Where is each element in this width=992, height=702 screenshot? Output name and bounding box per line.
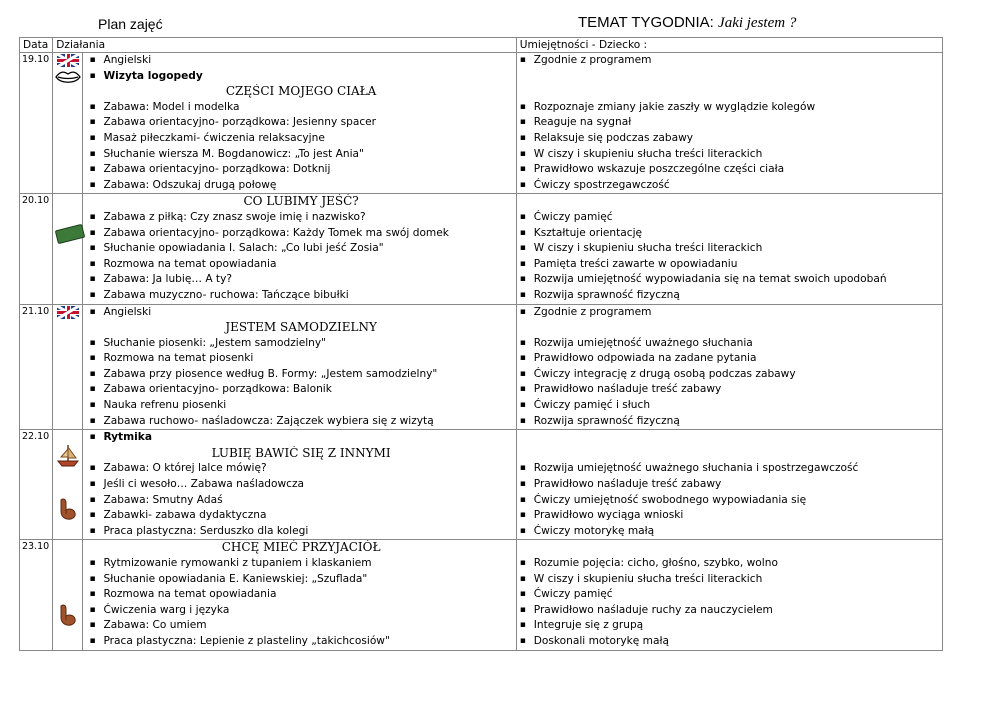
bullet-icon: ▪ <box>89 101 96 112</box>
item-text: Ćwiczy motorykę małą <box>533 524 655 537</box>
item-text: Rozwija umiejętność uważnego słuchania <box>533 336 753 349</box>
bullet-icon: ▪ <box>519 494 526 505</box>
item-text: Rozmowa na temat piosenki <box>103 352 254 365</box>
bullet-icon: ▪ <box>519 164 526 175</box>
list-item <box>520 53 939 69</box>
week-theme-prefix: TEMAT TYGODNIA: <box>578 14 719 31</box>
date-cell: 20.10 <box>20 194 53 304</box>
item-text: Doskonali motorykę małą <box>533 634 670 647</box>
list-item <box>89 414 512 430</box>
page-title: Plan zajęć <box>98 16 163 32</box>
item-text: Rytmika <box>103 431 152 444</box>
item-text: Zabawa: Ja lubię… A ty? <box>103 273 232 286</box>
actions-cell <box>83 304 516 430</box>
icon-cell <box>53 304 83 430</box>
list-item <box>89 178 512 194</box>
bullet-icon: ▪ <box>519 479 526 490</box>
list-item <box>89 398 512 414</box>
bullet-icon: ▪ <box>519 274 526 285</box>
list-item <box>520 84 939 100</box>
skills-cell <box>516 53 942 194</box>
lips-icon <box>55 69 81 85</box>
item-text: Ćwiczy integrację z drugą osobą podczas zabawy <box>533 367 796 380</box>
hand-icon <box>57 603 79 627</box>
list-item <box>89 100 512 116</box>
bullet-icon: ▪ <box>89 148 96 159</box>
table-header-row <box>20 38 943 53</box>
item-text: Angielski <box>103 54 152 66</box>
item-text: Prawidłowo wyciąga wnioski <box>533 509 684 522</box>
bullet-icon: ▪ <box>89 635 96 646</box>
date-cell: 21.10 <box>20 304 53 430</box>
bullet-icon: ▪ <box>519 179 526 190</box>
list-item <box>89 618 512 634</box>
bullet-icon: ▪ <box>89 384 96 395</box>
list-item <box>89 115 512 131</box>
date-cell: 22.10 <box>20 430 53 540</box>
item-text: W ciszy i skupieniu słucha treści literackich <box>533 242 763 255</box>
bullet-icon: ▪ <box>519 573 526 584</box>
bullet-icon: ▪ <box>89 227 96 238</box>
bullet-icon: ▪ <box>519 289 526 300</box>
item-text: Rozmowa na temat opowiadania <box>103 257 277 270</box>
item-text: Zabawa: Odszukaj drugą połowę <box>103 178 277 191</box>
list-item <box>520 162 939 178</box>
list-item <box>89 556 512 572</box>
list-item <box>520 430 939 446</box>
bullet-icon: ▪ <box>89 573 96 584</box>
bullet-icon: ▪ <box>519 227 526 238</box>
bullet-icon: ▪ <box>89 400 96 411</box>
bullet-icon: ▪ <box>89 463 96 474</box>
bullet-icon: ▪ <box>519 337 526 348</box>
bullet-icon: ▪ <box>89 55 96 65</box>
item-text: Ćwiczy pamięć <box>533 588 613 601</box>
item-text: Ćwiczy spostrzegawczość <box>533 178 670 191</box>
item-text: Ćwiczy pamięć <box>533 210 613 223</box>
hand-icon <box>57 497 79 521</box>
item-text: Rozwija umiejętność uważnego słuchania i spostrzegawczość <box>533 462 859 475</box>
skills-cell <box>516 304 942 430</box>
list-item <box>520 446 939 462</box>
list-item <box>520 178 939 194</box>
item-text: Rozmowa na temat opowiadania <box>103 588 277 601</box>
item-text: Praca plastyczna: Lepienie z plasteliny „takichcosiów" <box>103 634 390 647</box>
bullet-icon: ▪ <box>89 70 96 81</box>
bullet-icon: ▪ <box>519 415 526 426</box>
item-text: Relaksuje się podczas zabawy <box>533 131 694 144</box>
bullet-icon: ▪ <box>519 211 526 222</box>
date-cell: 19.10 <box>20 53 53 194</box>
week-theme-value: Jaki jestem ? <box>718 15 797 31</box>
item-text: Słuchanie wiersza M. Bogdanowicz: „To jest Ania" <box>103 147 364 160</box>
item-text: Prawidłowo naśladuje ruchy za nauczycielem <box>533 603 773 616</box>
list-item <box>89 226 512 242</box>
section-title <box>89 84 512 100</box>
item-text: Rozwija sprawność fizyczną <box>533 414 680 427</box>
item-text: Rozwija umiejętność wypowiadania się na temat swoich upodobań <box>533 273 887 286</box>
day-row <box>20 194 943 304</box>
item-text: Rytmizowanie rymowanki z tupaniem i klaskaniem <box>103 557 372 569</box>
header-date: Data <box>20 38 53 53</box>
bullet-icon: ▪ <box>89 510 96 521</box>
list-item <box>89 572 512 588</box>
bullet-icon: ▪ <box>89 604 96 615</box>
item-text: Zabawa orientacyjno- porządkowa: Każdy Tomek ma swój domek <box>103 226 449 239</box>
list-item <box>89 351 512 367</box>
list-item <box>89 162 512 178</box>
list-item <box>520 382 939 398</box>
header-skills: Umiejętności - Dziecko : <box>516 38 942 53</box>
day-row <box>20 53 943 194</box>
day-row <box>20 430 943 540</box>
list-item <box>520 100 939 116</box>
bullet-icon: ▪ <box>519 604 526 615</box>
list-item <box>520 603 939 619</box>
list-item <box>89 147 512 163</box>
item-text: Prawidłowo naśladuje treść zabawy <box>533 383 722 396</box>
header-actions: Działania <box>53 38 517 53</box>
bullet-icon: ▪ <box>519 243 526 254</box>
uk-flag-icon <box>57 54 79 67</box>
item-text: Ćwiczenia warg i języka <box>103 603 230 616</box>
list-item <box>89 524 512 540</box>
bullet-icon: ▪ <box>89 164 96 175</box>
item-text: CO LUBIMY JEŚĆ? <box>243 194 359 209</box>
item-text: JESTEM SAMODZIELNY <box>225 320 377 335</box>
bullet-icon: ▪ <box>519 463 526 474</box>
item-text: Zabawa: Model i modelka <box>103 100 240 113</box>
bullet-icon: ▪ <box>519 55 526 65</box>
list-item <box>89 305 512 321</box>
item-text: CHCĘ MIEĆ PRZYJACIÓŁ <box>221 540 381 555</box>
item-text: Integruje się z grupą <box>533 619 644 632</box>
icon-cell <box>53 540 83 650</box>
item-text: Zabawa: O której lalce mówię? <box>103 462 267 475</box>
bullet-icon: ▪ <box>519 635 526 646</box>
item-text: Zabawa: Co umiem <box>103 619 207 632</box>
list-item <box>520 257 939 273</box>
section-title <box>89 320 512 336</box>
list-item <box>520 508 939 524</box>
list-item <box>89 210 512 226</box>
list-item <box>520 351 939 367</box>
list-item <box>520 540 939 556</box>
list-item <box>520 210 939 226</box>
list-item <box>89 69 512 85</box>
item-text: Ćwiczy pamięć i słuch <box>533 399 651 412</box>
bullet-icon: ▪ <box>89 243 96 254</box>
bullet-icon: ▪ <box>519 148 526 159</box>
bullet-icon: ▪ <box>89 132 96 143</box>
list-item <box>520 556 939 572</box>
list-item <box>89 241 512 257</box>
boat-icon <box>56 444 80 468</box>
book-icon <box>55 223 86 243</box>
bullet-icon: ▪ <box>89 117 96 128</box>
list-item <box>89 508 512 524</box>
item-text: Pamięta treści zawarte w opowiadaniu <box>533 257 738 270</box>
list-item <box>520 115 939 131</box>
list-item <box>520 241 939 257</box>
item-text: Wizyta logopedy <box>103 69 203 82</box>
list-item <box>520 336 939 352</box>
bullet-icon: ▪ <box>89 211 96 222</box>
list-item <box>520 493 939 509</box>
item-text: W ciszy i skupieniu słucha treści literackich <box>533 147 763 160</box>
item-text: LUBIĘ BAWIĆ SIĘ Z INNYMI <box>211 445 391 460</box>
list-item <box>89 634 512 650</box>
uk-flag-icon <box>57 306 79 319</box>
item-text: Reaguje na sygnał <box>533 116 632 129</box>
bullet-icon: ▪ <box>519 558 526 568</box>
bullet-icon: ▪ <box>89 368 96 379</box>
icon-cell <box>53 430 83 540</box>
list-item <box>520 618 939 634</box>
list-item <box>520 477 939 493</box>
bullet-icon: ▪ <box>519 306 526 317</box>
list-item <box>520 414 939 430</box>
item-text: Zabawa: Smutny Adaś <box>103 493 223 506</box>
item-text: Zabawa przy piosence według B. Formy: „Jestem samodzielny" <box>103 367 438 380</box>
item-text: Zabawa orientacyjno- porządkowa: Dotknij <box>103 163 331 176</box>
icon-cell <box>53 194 83 304</box>
item-text: W ciszy i skupieniu słucha treści literackich <box>533 572 763 585</box>
list-item <box>520 226 939 242</box>
item-text: Zgodnie z programem <box>533 305 652 318</box>
bullet-icon: ▪ <box>89 353 96 364</box>
list-item <box>520 320 939 336</box>
bullet-icon: ▪ <box>89 306 96 317</box>
actions-cell <box>83 540 516 650</box>
section-title <box>89 446 512 462</box>
list-item <box>89 603 512 619</box>
list-item <box>520 288 939 304</box>
list-item <box>520 524 939 540</box>
date-cell: 23.10 <box>20 540 53 650</box>
list-item <box>520 272 939 288</box>
plan-table <box>19 37 943 651</box>
list-item <box>89 288 512 304</box>
bullet-icon: ▪ <box>89 415 96 426</box>
item-text: Słuchanie opowiadania I. Salach: „Co lubi jeść Zosia" <box>103 242 384 255</box>
bullet-icon: ▪ <box>519 384 526 395</box>
item-text: Zabawki- zabawa dydaktyczna <box>103 509 267 522</box>
list-item <box>89 336 512 352</box>
day-row <box>20 304 943 430</box>
list-item <box>520 131 939 147</box>
item-text: Zabawa orientacyjno- porządkowa: Balonik <box>103 383 332 396</box>
item-text: Zabawa orientacyjno- porządkowa: Jesienny spacer <box>103 116 377 129</box>
item-text: Zgodnie z programem <box>533 54 652 66</box>
list-item <box>89 493 512 509</box>
list-item <box>520 587 939 603</box>
item-text: Masaż piłeczkami- ćwiczenia relaksacyjne <box>103 131 325 144</box>
item-text: Rozumie pojęcia: cicho, głośno, szybko, wolno <box>533 557 778 569</box>
bullet-icon: ▪ <box>519 117 526 128</box>
list-item <box>89 477 512 493</box>
bullet-icon: ▪ <box>519 525 526 536</box>
item-text: Zabawa z piłką: Czy znasz swoje imię i nazwisko? <box>103 210 366 223</box>
bullet-icon: ▪ <box>519 101 526 112</box>
bullet-icon: ▪ <box>89 525 96 536</box>
list-item <box>89 53 512 69</box>
item-text: Prawidłowo wskazuje poszczególne części ciała <box>533 163 785 176</box>
list-item <box>520 461 939 477</box>
bullet-icon: ▪ <box>89 620 96 631</box>
bullet-icon: ▪ <box>89 274 96 285</box>
item-text: CZĘŚCI MOJEGO CIAŁA <box>225 84 377 99</box>
item-text: Słuchanie piosenki: „Jestem samodzielny" <box>103 336 327 349</box>
bullet-icon: ▪ <box>89 479 96 490</box>
item-text: Angielski <box>103 305 152 318</box>
bullet-icon: ▪ <box>89 337 96 348</box>
list-item <box>89 257 512 273</box>
list-item <box>89 131 512 147</box>
list-item <box>89 587 512 603</box>
bullet-icon: ▪ <box>89 258 96 269</box>
list-item <box>520 572 939 588</box>
list-item <box>520 69 939 85</box>
item-text: Jeśli ci wesoło… Zabawa naśladowcza <box>103 478 305 491</box>
item-text: Prawidłowo naśladuje treść zabawy <box>533 478 722 491</box>
icon-cell <box>53 53 83 194</box>
section-title <box>89 540 512 556</box>
list-item <box>520 147 939 163</box>
item-text: Zabawa muzyczno- ruchowa: Tańczące bibułki <box>103 288 349 301</box>
bullet-icon: ▪ <box>519 258 526 269</box>
actions-cell <box>83 53 516 194</box>
bullet-icon: ▪ <box>519 400 526 411</box>
list-item <box>89 430 512 446</box>
bullet-icon: ▪ <box>519 368 526 379</box>
item-text: Kształtuje orientację <box>533 226 643 239</box>
list-item <box>89 382 512 398</box>
list-item <box>520 367 939 383</box>
bullet-icon: ▪ <box>89 558 96 568</box>
bullet-icon: ▪ <box>89 494 96 505</box>
list-item <box>520 634 939 650</box>
item-text: Nauka refrenu piosenki <box>103 399 227 412</box>
section-title <box>89 194 512 210</box>
bullet-icon: ▪ <box>89 432 96 443</box>
item-text: Słuchanie opowiadania E. Kaniewskiej: „Szuflada" <box>103 572 368 585</box>
list-item <box>89 461 512 477</box>
bullet-icon: ▪ <box>519 510 526 521</box>
list-item <box>520 398 939 414</box>
item-text: Praca plastyczna: Serduszko dla kolegi <box>103 524 309 537</box>
bullet-icon: ▪ <box>89 179 96 190</box>
list-item <box>89 272 512 288</box>
skills-cell <box>516 540 942 650</box>
item-text: Rozpoznaje zmiany jakie zaszły w wyglądzie kolegów <box>533 100 816 113</box>
item-text: Prawidłowo odpowiada na zadane pytania <box>533 352 757 365</box>
actions-cell <box>83 430 516 540</box>
item-text: Zabawa ruchowo- naśladowcza: Zajączek wybiera się z wizytą <box>103 414 434 427</box>
bullet-icon: ▪ <box>89 289 96 300</box>
week-theme <box>578 14 796 32</box>
item-text: Rozwija sprawność fizyczną <box>533 288 680 301</box>
bullet-icon: ▪ <box>89 589 96 600</box>
skills-cell <box>516 430 942 540</box>
bullet-icon: ▪ <box>519 132 526 143</box>
list-item <box>520 194 939 210</box>
skills-cell <box>516 194 942 304</box>
item-text: Ćwiczy umiejętność swobodnego wypowiadania się <box>533 493 807 506</box>
actions-cell <box>83 194 516 304</box>
bullet-icon: ▪ <box>519 620 526 631</box>
day-row <box>20 540 943 650</box>
bullet-icon: ▪ <box>519 353 526 364</box>
list-item <box>520 305 939 321</box>
list-item <box>89 367 512 383</box>
bullet-icon: ▪ <box>519 589 526 600</box>
